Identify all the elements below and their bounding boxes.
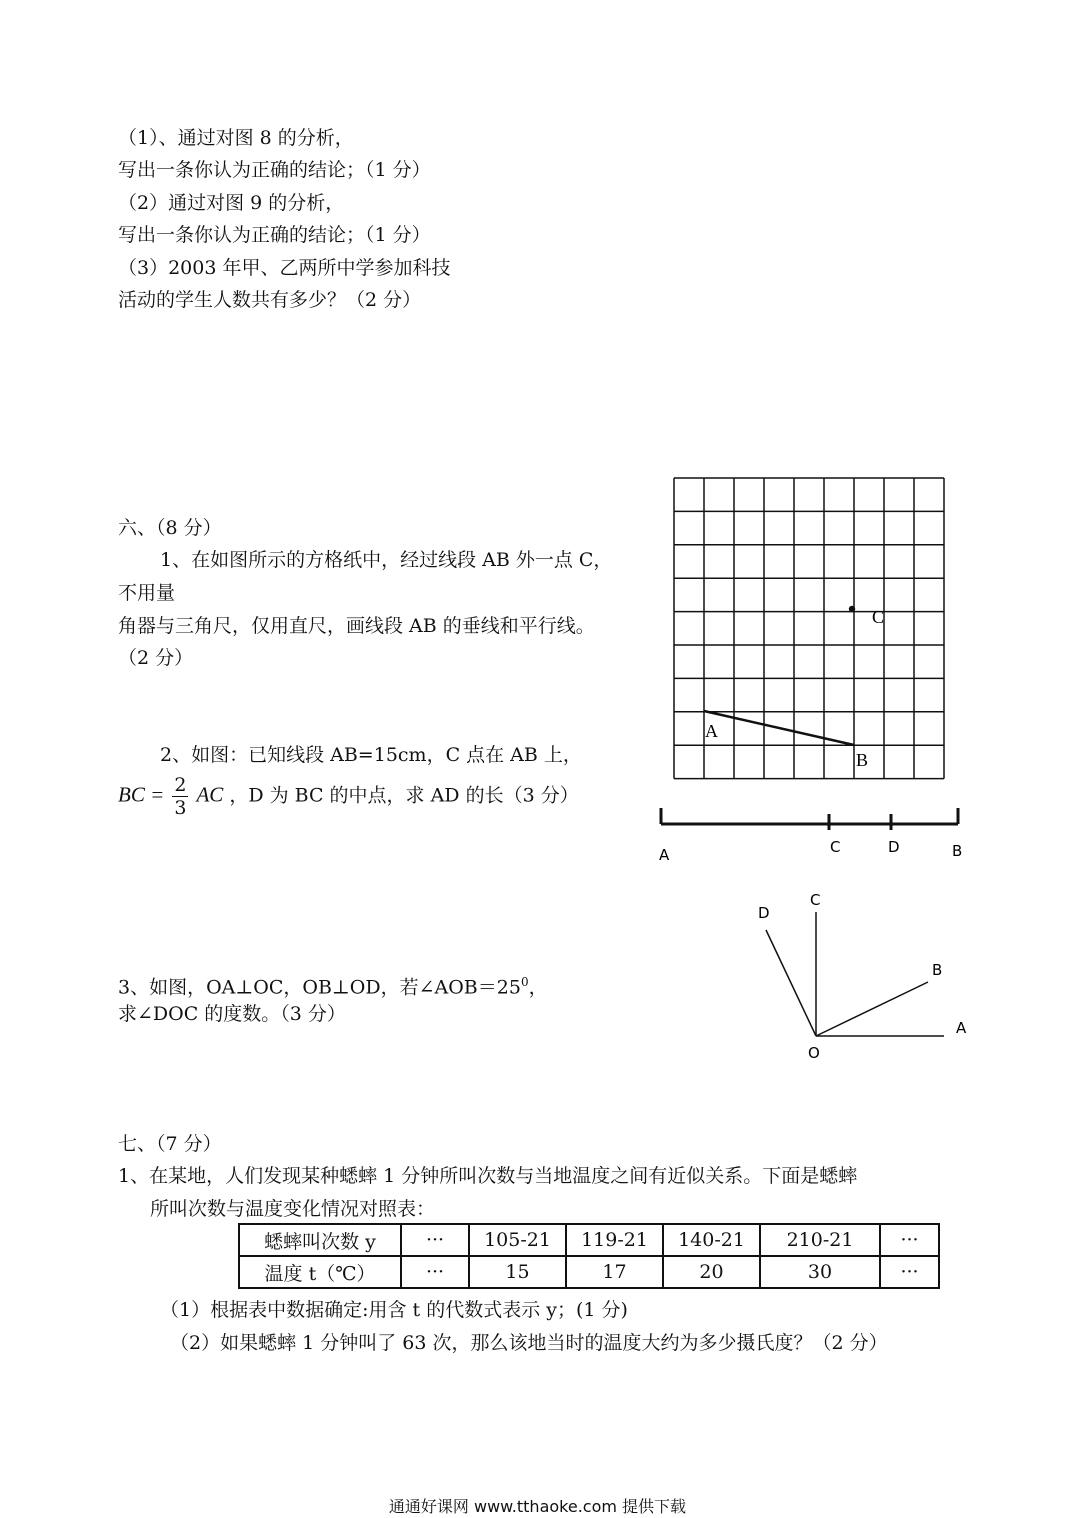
q6-3-comma: ， <box>528 976 548 999</box>
q6-2-tail: ，D 为 BC 的中点，求 AD 的长（3 分） <box>229 784 579 807</box>
page-footer: 通通好课网 www.tthaoke.com 提供下载 <box>388 1497 687 1516</box>
fraction-denominator: 3 <box>174 797 187 819</box>
q6-1-line3: 角器与三角尺，仅用直尺，画线段 AB 的垂线和平行线。 <box>118 615 595 637</box>
angle-label-o: O <box>808 1044 820 1062</box>
seg-label-d: D <box>888 838 900 856</box>
table-cell: 温度 t（℃） <box>239 1256 401 1288</box>
grid-label-a: A <box>705 721 718 741</box>
table-cell: ··· <box>880 1224 939 1256</box>
q5-3-line2: 活动的学生人数共有多少？（2 分） <box>118 289 422 311</box>
table-cell: 119-21 <box>566 1224 663 1256</box>
formula-lhs: BC = <box>118 782 165 807</box>
table-cell: 105-21 <box>469 1224 566 1256</box>
q7-1-line2: 所叫次数与温度变化情况对照表： <box>150 1198 436 1220</box>
section6-heading: 六、（8 分） <box>118 517 222 539</box>
table-cell: 蟋蟀叫次数 y <box>239 1224 401 1256</box>
ray-od <box>766 930 816 1036</box>
table-cell: ··· <box>880 1256 939 1288</box>
angle-figure <box>740 885 980 1070</box>
q6-1-line4: （2 分） <box>118 647 194 669</box>
ray-ob <box>816 982 928 1036</box>
q7-sub2: （2）如果蟋蟀 1 分钟叫了 63 次，那么该地当时的温度大约为多少摄氏度？（2 分） <box>170 1332 888 1354</box>
degree-superscript: 0 <box>520 975 529 989</box>
q6-1-line1: 1、在如图所示的方格纸中，经过线段 AB 外一点 C， <box>160 549 613 571</box>
q5-2-line2: 写出一条你认为正确的结论；（1 分） <box>118 224 431 246</box>
table-cell: 30 <box>760 1256 880 1288</box>
table-cell: 140-21 <box>663 1224 760 1256</box>
table-cell: 20 <box>663 1256 760 1288</box>
angle-label-a: A <box>956 1019 967 1037</box>
table-cell: ··· <box>401 1256 469 1288</box>
q5-3-line1: （3）2003 年甲、乙两所中学参加科技 <box>118 257 451 279</box>
q7-sub1: （1）根据表中数据确定:用含 t 的代数式表示 y；(1 分) <box>160 1299 628 1321</box>
q6-2-line1: 2、如图：已知线段 AB=15cm，C 点在 AB 上， <box>160 744 582 766</box>
formula-fraction <box>172 774 188 819</box>
q6-2-formula-line <box>118 774 579 819</box>
table-cell: 210-21 <box>760 1224 880 1256</box>
table-cell: 17 <box>566 1256 663 1288</box>
table-cell: 15 <box>469 1256 566 1288</box>
table-cell: ··· <box>401 1224 469 1256</box>
angle-label-d: D <box>758 904 770 922</box>
section7-heading: 七、（7 分） <box>118 1133 222 1155</box>
fraction-numerator: 2 <box>174 774 187 796</box>
angle-label-b: B <box>932 961 943 979</box>
q5-1-line1: （1）、通过对图 8 的分析， <box>118 127 354 149</box>
point-c <box>849 606 855 612</box>
seg-label-b: B <box>952 842 963 860</box>
angle-label-c: C <box>810 891 821 909</box>
seg-label-a: A <box>659 846 670 864</box>
q5-2-line1: （2）通过对图 9 的分析， <box>118 192 345 214</box>
table-row <box>239 1224 939 1256</box>
q7-1-line1: 1、在某地，人们发现某种蟋蟀 1 分钟所叫次数与当地温度之间有近似关系。下面是蟋蟀 <box>118 1165 858 1187</box>
data-table <box>238 1223 940 1289</box>
formula-rhs: AC <box>196 782 224 807</box>
segment-figure <box>650 800 980 870</box>
grid-label-b: B <box>856 750 869 770</box>
q6-1-line2: 不用量 <box>118 582 176 604</box>
q6-3-line1 <box>118 970 548 999</box>
seg-label-c: C <box>830 838 841 856</box>
q6-3-line2: 求∠DOC 的度数。（3 分） <box>118 1003 346 1025</box>
segment-ab <box>704 711 854 745</box>
q6-3-text: 3、如图，OA⊥OC，OB⊥OD，若∠AOB＝25 <box>118 976 521 999</box>
grid-label-c: C <box>872 607 885 627</box>
q5-1-line2: 写出一条你认为正确的结论；（1 分） <box>118 159 431 181</box>
table-row <box>239 1256 939 1288</box>
grid-figure <box>670 472 955 784</box>
